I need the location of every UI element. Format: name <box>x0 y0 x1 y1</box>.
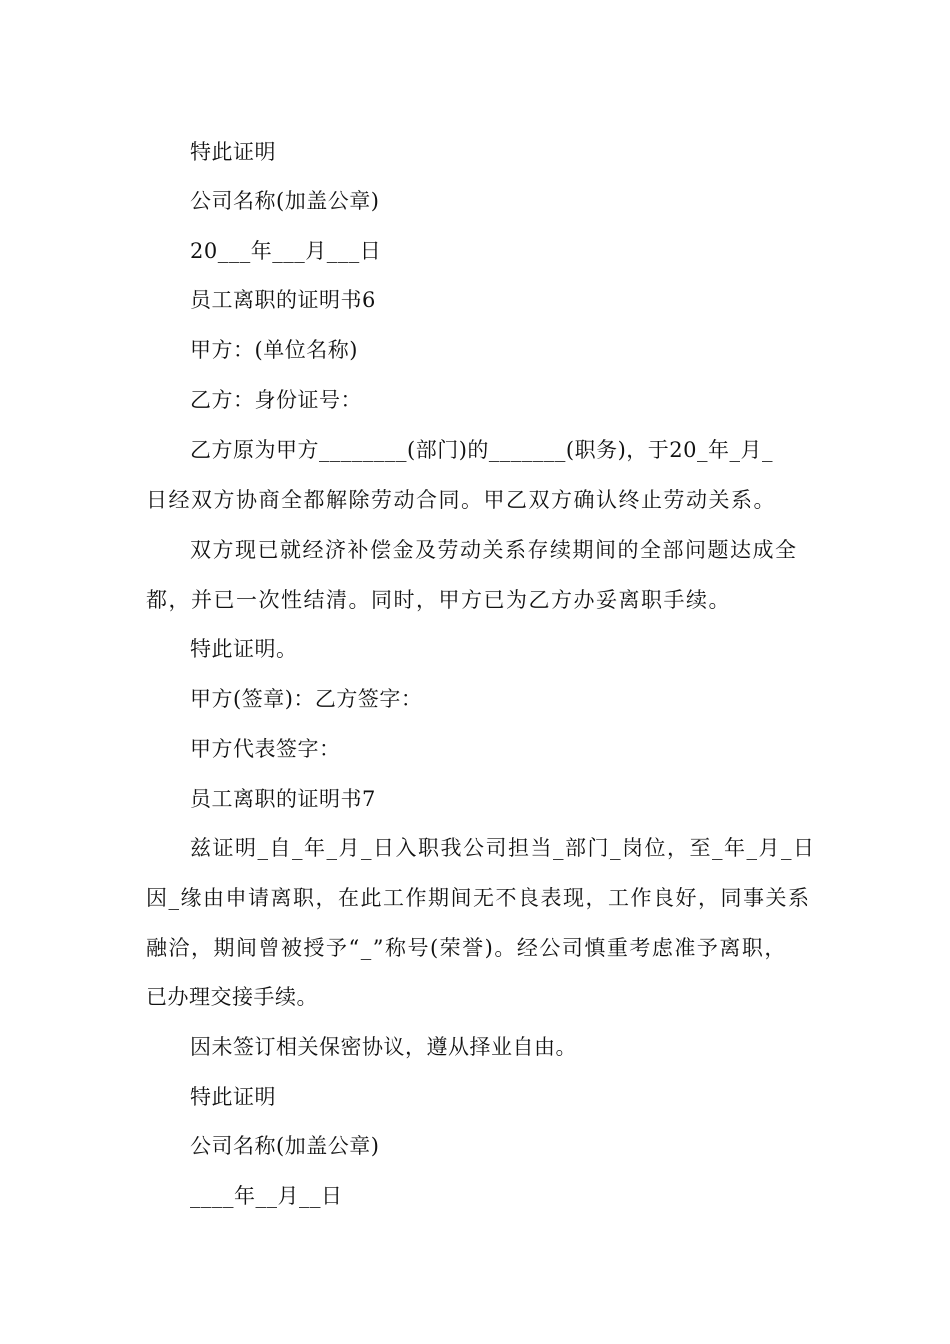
paragraph-line: 乙方原为甲方________(部门)的_______(职务)，于20_年_月_ <box>190 438 773 462</box>
paragraph-line: 因未签订相关保密协议，遵从择业自由。 <box>190 1035 577 1059</box>
paragraph-line: 双方现已就经济补偿金及劳动关系存续期间的全部问题达成全 <box>190 538 798 562</box>
paragraph-line: 日经双方协商全都解除劳动合同。甲乙双方确认终止劳动关系。 <box>146 488 776 512</box>
party-b-line: 乙方：身份证号： <box>190 388 362 412</box>
paragraph-line: 融洽，期间曾被授予“_”称号(荣誉)。经公司慎重考虑准予离职， <box>146 936 787 960</box>
paragraph-line: 已办理交接手续。 <box>146 985 318 1009</box>
date-line: ____年__月__日 <box>190 1184 343 1208</box>
company-seal-line: 公司名称(加盖公章) <box>190 189 380 213</box>
representative-signature-line: 甲方代表签字： <box>190 737 341 761</box>
party-a-line: 甲方：(单位名称) <box>190 338 358 362</box>
paragraph-line: 因_缘由申请离职，在此工作期间无不良表现，工作良好，同事关系 <box>146 886 811 910</box>
paragraph-line: 都，并已一次性结清。同时，甲方已为乙方办妥离职手续。 <box>146 588 731 612</box>
company-seal-line: 公司名称(加盖公章) <box>190 1134 380 1158</box>
paragraph-line: 兹证明_自_年_月_日入职我公司担当_部门_岗位，至_年_月_日 <box>190 836 816 860</box>
signature-line: 甲方(签章)：乙方签字： <box>190 687 423 711</box>
section-heading-6: 员工离职的证明书6 <box>190 288 376 312</box>
closing-line: 特此证明 <box>190 1085 276 1109</box>
date-line: 20___年___月___日 <box>190 239 382 263</box>
section-heading-7: 员工离职的证明书7 <box>190 787 376 811</box>
closing-line: 特此证明 <box>190 140 276 164</box>
closing-line: 特此证明。 <box>190 637 298 661</box>
